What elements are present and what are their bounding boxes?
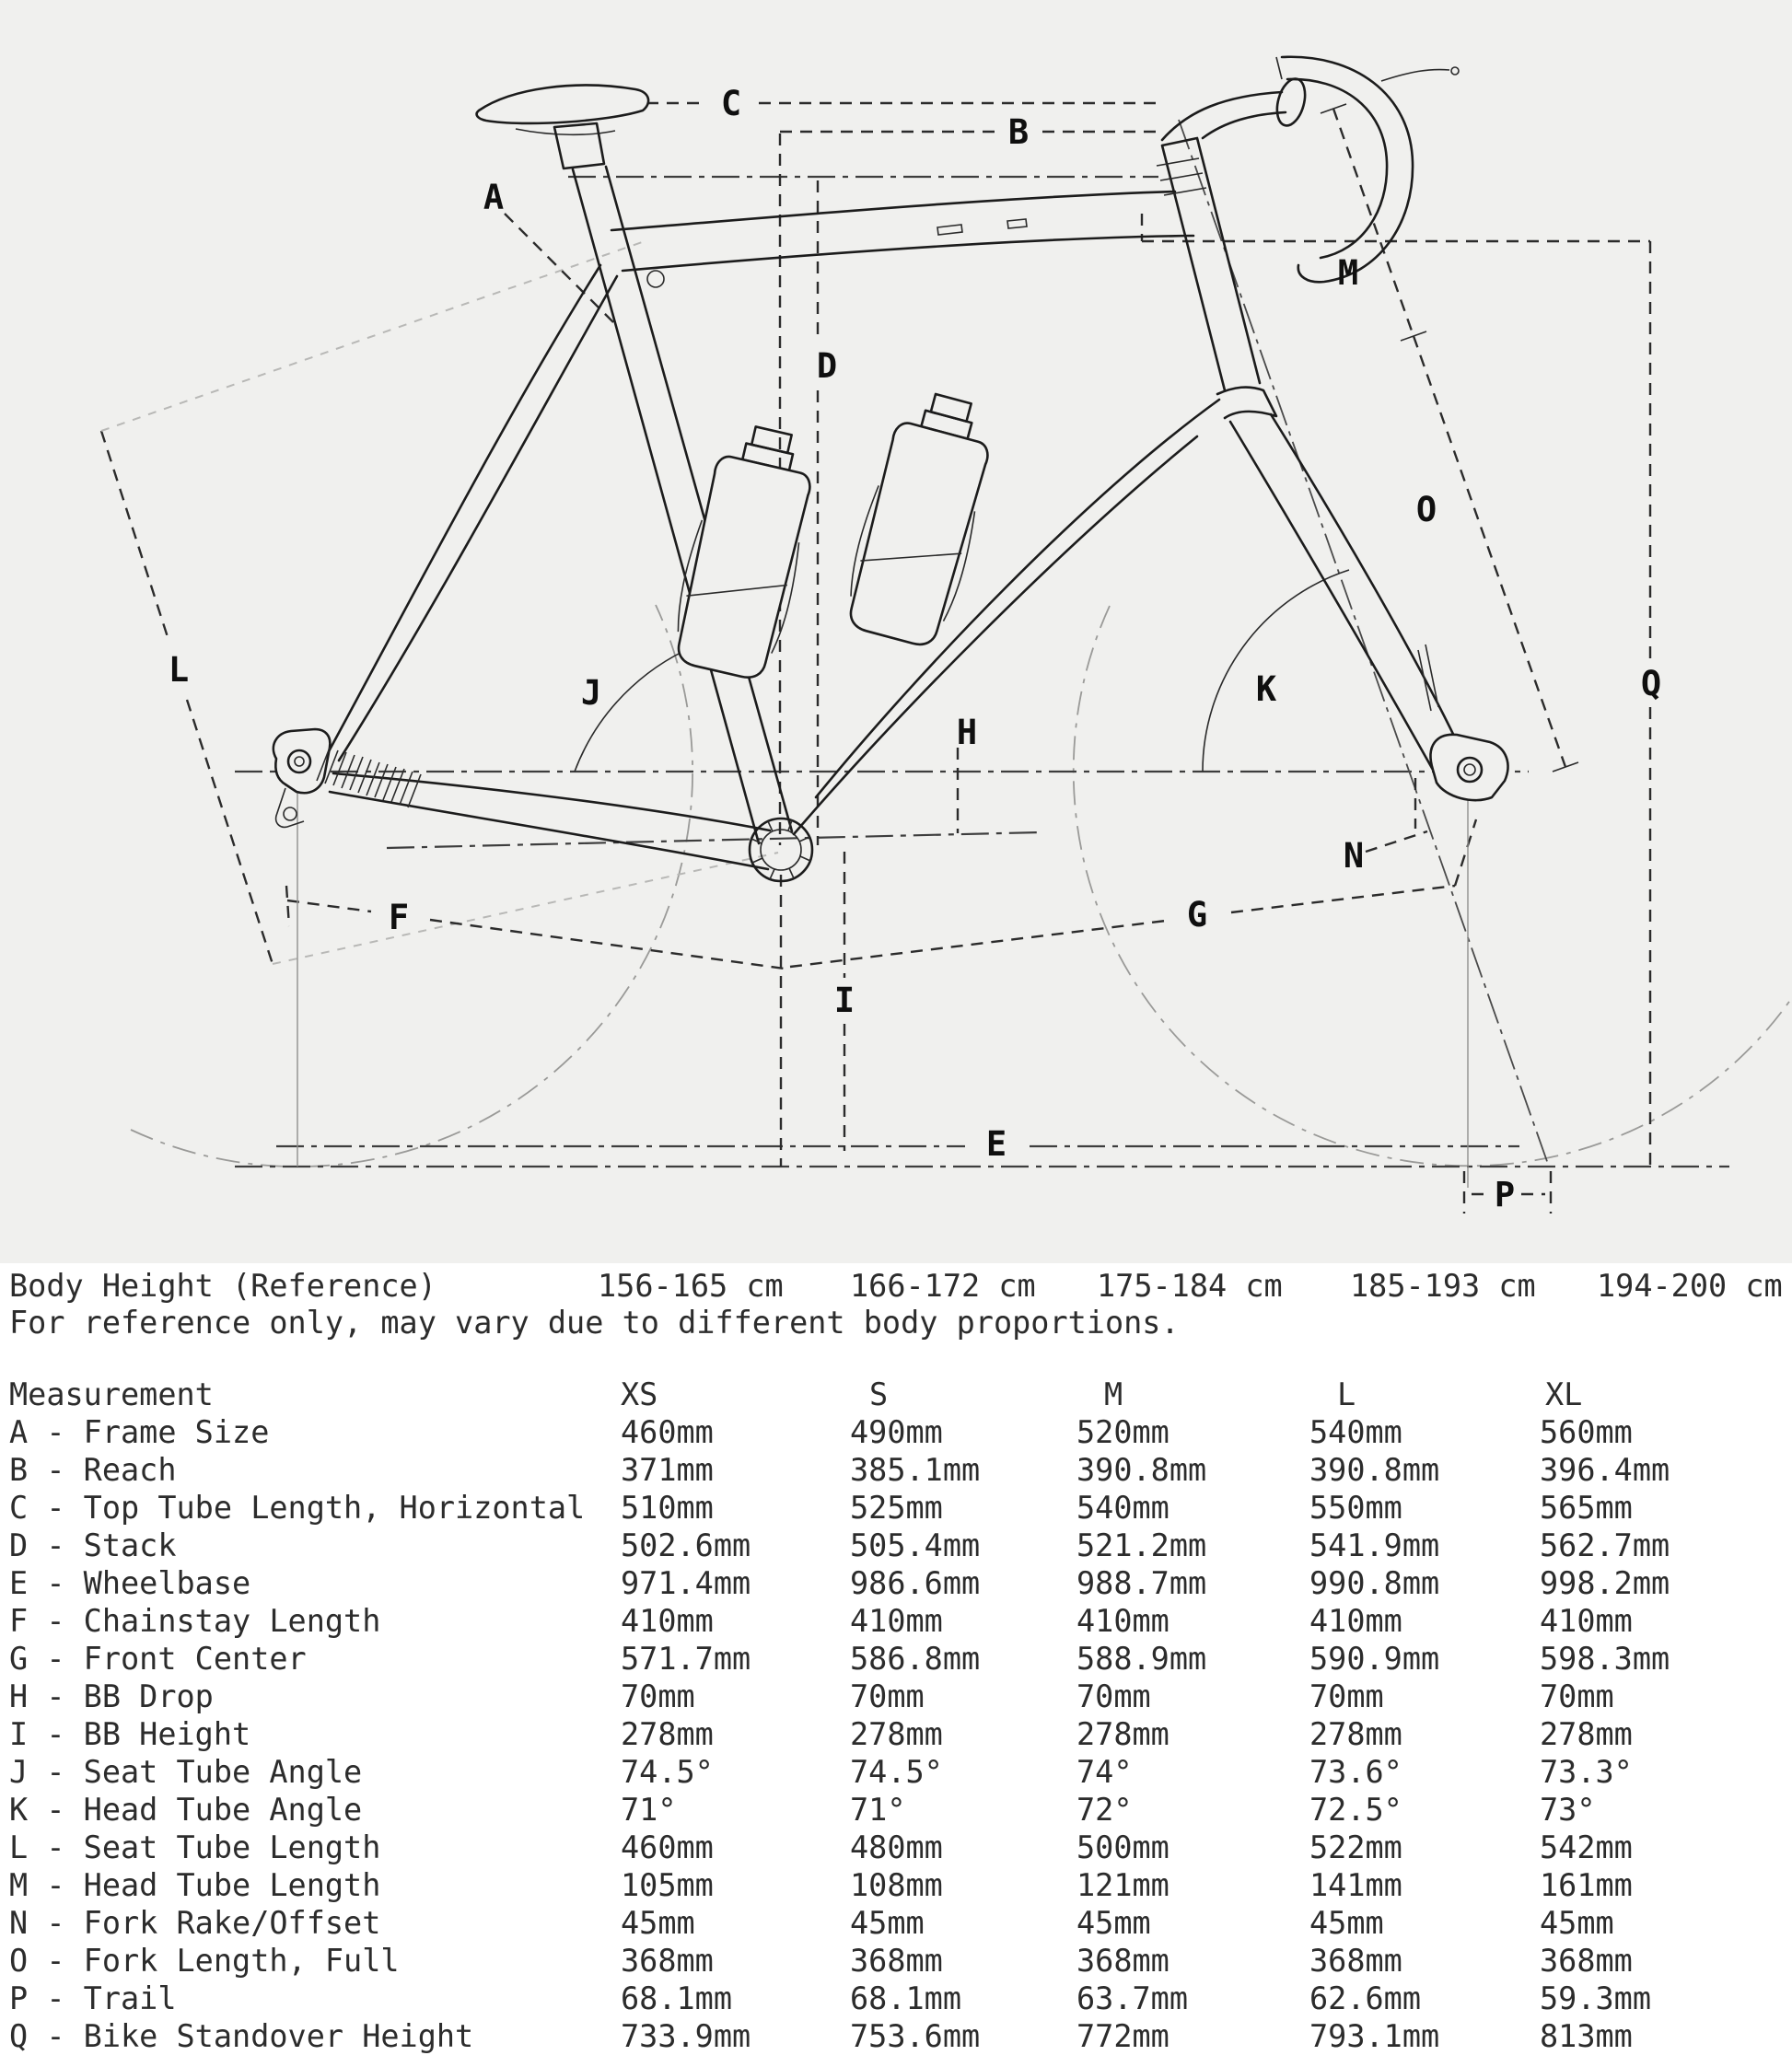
- row-value: 45mm: [1076, 1905, 1151, 1941]
- row-value: 59.3mm: [1540, 1980, 1652, 2016]
- table-row: [0, 1528, 1792, 1563]
- row-value: 72.5°: [1309, 1792, 1402, 1828]
- dim-label-b: B: [1007, 112, 1030, 152]
- dim-label-c: C: [720, 84, 742, 123]
- row-value: 990.8mm: [1309, 1565, 1440, 1601]
- row-value: 71°: [621, 1792, 677, 1828]
- row-value: 68.1mm: [621, 1980, 733, 2016]
- table-row: [0, 1793, 1792, 1828]
- row-value: 141mm: [1309, 1867, 1402, 1903]
- table-row: [0, 1755, 1792, 1790]
- table-row: [0, 1453, 1792, 1488]
- row-label: J - Seat Tube Angle: [9, 1754, 363, 1790]
- table-row: [0, 1830, 1792, 1865]
- row-value: 68.1mm: [850, 1980, 962, 2016]
- row-value: 410mm: [850, 1603, 943, 1639]
- row-value: 500mm: [1076, 1829, 1169, 1865]
- table-row: [0, 1906, 1792, 1941]
- row-value: 73°: [1540, 1792, 1596, 1828]
- dim-label-j: J: [580, 673, 602, 713]
- row-value: 490mm: [850, 1414, 943, 1450]
- row-value: 74.5°: [621, 1754, 714, 1790]
- col-header-xs: XS: [621, 1376, 658, 1412]
- col-header-xl: XL: [1545, 1376, 1583, 1412]
- construction-lines: [101, 103, 1729, 1213]
- row-value: 45mm: [1540, 1905, 1614, 1941]
- table-row: [0, 1415, 1792, 1450]
- row-value: 108mm: [850, 1867, 943, 1903]
- row-value: 460mm: [621, 1414, 714, 1450]
- row-value: 72°: [1076, 1792, 1133, 1828]
- dim-label-f: F: [388, 898, 410, 937]
- row-value: 988.7mm: [1076, 1565, 1207, 1601]
- dimension-labels: [169, 84, 1661, 1214]
- row-label: Q - Bike Standover Height: [9, 2018, 474, 2054]
- dim-label-l: L: [168, 650, 190, 690]
- row-value: 521.2mm: [1076, 1527, 1207, 1563]
- row-value: 368mm: [1309, 1943, 1402, 1979]
- row-value: 410mm: [1076, 1603, 1169, 1639]
- water-bottles: [666, 385, 1006, 683]
- row-value: 390.8mm: [1309, 1452, 1440, 1488]
- row-value: 550mm: [1309, 1490, 1402, 1526]
- row-value: 590.9mm: [1309, 1641, 1440, 1677]
- row-value: 998.2mm: [1540, 1565, 1670, 1601]
- body-height-label: Body Height (Reference): [9, 1268, 436, 1304]
- row-value: 586.8mm: [850, 1641, 981, 1677]
- row-value: 520mm: [1076, 1414, 1169, 1450]
- row-value: 368mm: [1540, 1943, 1633, 1979]
- row-value: 753.6mm: [850, 2018, 981, 2054]
- row-value: 525mm: [850, 1490, 943, 1526]
- row-value: 45mm: [850, 1905, 925, 1941]
- body-height-row: [0, 1269, 1792, 1304]
- row-label: P - Trail: [9, 1980, 177, 2016]
- table-row: [0, 1491, 1792, 1526]
- body-height-value: 166-172 cm: [850, 1268, 1036, 1304]
- row-label: F - Chainstay Length: [9, 1603, 381, 1639]
- row-value: 986.6mm: [850, 1565, 981, 1601]
- row-value: 733.9mm: [621, 2018, 751, 2054]
- row-value: 396.4mm: [1540, 1452, 1670, 1488]
- dim-label-k: K: [1255, 669, 1277, 709]
- table-row: [0, 1679, 1792, 1714]
- row-value: 510mm: [621, 1490, 714, 1526]
- row-value: 540mm: [1309, 1414, 1402, 1450]
- table-row: [0, 1717, 1792, 1752]
- row-value: 105mm: [621, 1867, 714, 1903]
- row-value: 368mm: [621, 1943, 714, 1979]
- row-label: I - BB Height: [9, 1716, 251, 1752]
- row-label: O - Fork Length, Full: [9, 1943, 400, 1979]
- row-value: 390.8mm: [1076, 1452, 1207, 1488]
- row-label: A - Frame Size: [9, 1414, 270, 1450]
- dim-label-h: H: [956, 713, 978, 752]
- row-value: 71°: [850, 1792, 906, 1828]
- row-label: M - Head Tube Length: [9, 1867, 381, 1903]
- row-label: K - Head Tube Angle: [9, 1792, 363, 1828]
- row-value: 560mm: [1540, 1414, 1633, 1450]
- row-value: 541.9mm: [1309, 1527, 1440, 1563]
- row-value: 588.9mm: [1076, 1641, 1207, 1677]
- row-value: 121mm: [1076, 1867, 1169, 1903]
- row-value: 410mm: [1309, 1603, 1402, 1639]
- row-value: 772mm: [1076, 2018, 1169, 2054]
- row-value: 45mm: [1309, 1905, 1384, 1941]
- table-row: [0, 2019, 1792, 2054]
- col-header-m: M: [1104, 1376, 1123, 1412]
- row-value: 70mm: [621, 1678, 695, 1714]
- row-label: C - Top Tube Length, Horizontal: [9, 1490, 586, 1526]
- row-value: 410mm: [621, 1603, 714, 1639]
- row-value: 971.4mm: [621, 1565, 751, 1601]
- row-value: 793.1mm: [1309, 2018, 1440, 2054]
- row-value: 45mm: [621, 1905, 695, 1941]
- body-height-note: [0, 1306, 1792, 1341]
- dim-label-o: O: [1415, 490, 1437, 529]
- row-value: 571.7mm: [621, 1641, 751, 1677]
- table-header-row: [0, 1377, 1792, 1412]
- row-value: 74°: [1076, 1754, 1133, 1790]
- row-value: 505.4mm: [850, 1527, 981, 1563]
- row-value: 73.6°: [1309, 1754, 1402, 1790]
- row-value: 278mm: [1540, 1716, 1633, 1752]
- row-value: 562.7mm: [1540, 1527, 1670, 1563]
- table-row: [0, 1604, 1792, 1639]
- row-label: N - Fork Rake/Offset: [9, 1905, 381, 1941]
- dim-label-i: I: [833, 981, 855, 1020]
- dim-label-d: D: [816, 346, 838, 386]
- col-header-l: L: [1337, 1376, 1356, 1412]
- row-value: 565mm: [1540, 1490, 1633, 1526]
- row-label: E - Wheelbase: [9, 1565, 251, 1601]
- row-value: 74.5°: [850, 1754, 943, 1790]
- row-value: 598.3mm: [1540, 1641, 1670, 1677]
- body-height-value: 194-200 cm: [1597, 1268, 1783, 1304]
- row-value: 460mm: [621, 1829, 714, 1865]
- dim-label-m: M: [1337, 253, 1359, 293]
- row-value: 371mm: [621, 1452, 714, 1488]
- row-value: 385.1mm: [850, 1452, 981, 1488]
- col-header-measurement: Measurement: [9, 1376, 214, 1412]
- row-value: 540mm: [1076, 1490, 1169, 1526]
- dim-label-e: E: [985, 1124, 1007, 1164]
- dim-label-n: N: [1343, 836, 1365, 876]
- row-value: 70mm: [1540, 1678, 1614, 1714]
- row-value: 410mm: [1540, 1603, 1633, 1639]
- row-value: 70mm: [850, 1678, 925, 1714]
- row-value: 161mm: [1540, 1867, 1633, 1903]
- row-value: 480mm: [850, 1829, 943, 1865]
- body-height-value: 185-193 cm: [1350, 1268, 1536, 1304]
- row-value: 73.3°: [1540, 1754, 1633, 1790]
- row-value: 368mm: [1076, 1943, 1169, 1979]
- table-row: [0, 1566, 1792, 1601]
- row-value: 813mm: [1540, 2018, 1633, 2054]
- row-value: 542mm: [1540, 1829, 1633, 1865]
- row-value: 278mm: [621, 1716, 714, 1752]
- table-row: [0, 1868, 1792, 1903]
- row-label: L - Seat Tube Length: [9, 1829, 381, 1865]
- row-label: D - Stack: [9, 1527, 177, 1563]
- table-row: [0, 1944, 1792, 1979]
- row-label: B - Reach: [9, 1452, 177, 1488]
- col-header-s: S: [869, 1376, 889, 1412]
- table-row: [0, 1642, 1792, 1677]
- table-row: [0, 1981, 1792, 2016]
- dim-label-p: P: [1494, 1175, 1516, 1214]
- row-value: 502.6mm: [621, 1527, 751, 1563]
- row-value: 63.7mm: [1076, 1980, 1189, 2016]
- row-value: 62.6mm: [1309, 1980, 1422, 2016]
- row-value: 70mm: [1309, 1678, 1384, 1714]
- row-value: 278mm: [1309, 1716, 1402, 1752]
- body-height-value: 175-184 cm: [1097, 1268, 1283, 1304]
- dim-label-q: Q: [1640, 664, 1662, 703]
- dim-label-a: A: [483, 178, 505, 217]
- body-height-value: 156-165 cm: [598, 1268, 784, 1304]
- row-value: 278mm: [1076, 1716, 1169, 1752]
- row-label: H - BB Drop: [9, 1678, 214, 1714]
- note-text: For reference only, may vary due to different body proportions.: [9, 1305, 1180, 1341]
- row-value: 522mm: [1309, 1829, 1402, 1865]
- row-value: 278mm: [850, 1716, 943, 1752]
- wheel-arcs: [131, 605, 1791, 1167]
- row-label: G - Front Center: [9, 1641, 307, 1677]
- row-value: 70mm: [1076, 1678, 1151, 1714]
- dim-label-g: G: [1186, 895, 1208, 935]
- row-value: 368mm: [850, 1943, 943, 1979]
